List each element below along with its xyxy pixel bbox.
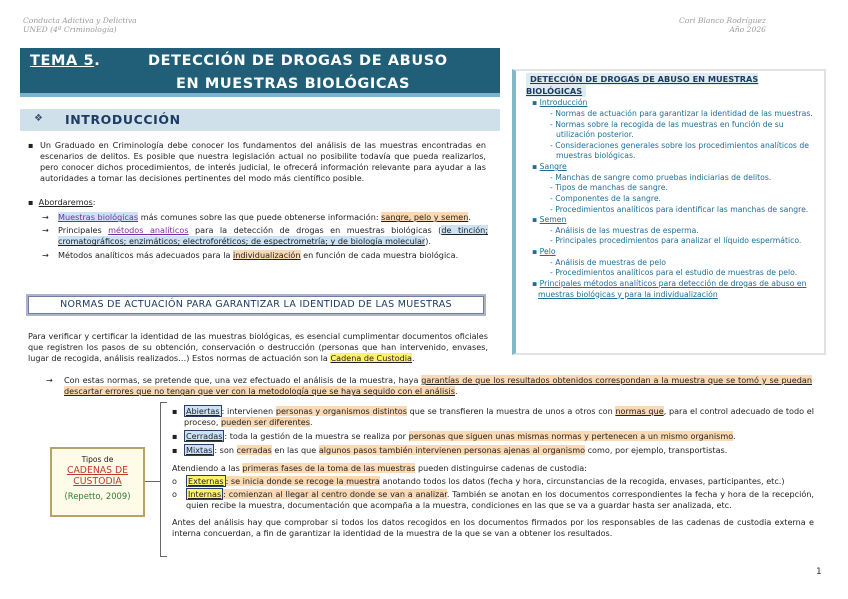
bracket-connector [145,481,161,482]
bullet-icon: ▪ [28,140,34,150]
arrow-icon: → [46,375,53,385]
title-band [20,48,500,97]
header-author: Cori Blanco Rodríguez [679,16,766,25]
arrow-icon: → [42,225,49,236]
tipos-line2: CADENAS DE [66,465,129,477]
custodia-abiertas: ▪ Abiertas : intervienen personas y organismos distintos que se transfieren la muestra de unos a otros con normas que, para el control adecuado de todo el proceso, pueden ser diferentes. [172,406,814,428]
toc-item[interactable]: - Análisis de las muestras de esperma. [550,225,699,235]
abordaremos-item-2: → Principales métodos analíticos para la detección de drogas en muestras biológicas (de tinción; cromatográficos; enzimáticos; electroforéticos; de espectrometría; y de biología molecular). [42,225,488,247]
toc-item[interactable]: - Componentes de la sangre. [550,193,662,203]
custodia-fases: Atendiendo a las primeras fases de la toma de las muestras pueden distinguirse cadenas de custodia: [172,462,587,473]
toc-title: DETECCIÓN DE DROGAS DE ABUSO EN MUESTRAS BIOLÓGICAS [526,74,759,96]
bullet-icon: ▪ [28,197,34,207]
header-year: Año 2026 [729,25,766,35]
custodia-block [172,406,814,540]
circle-bullet-icon: o [172,475,177,486]
toc-section-semen[interactable]: ▪ Semen [532,215,567,225]
tema-label: TEMA 5. [30,53,101,69]
toc-section-pelo[interactable]: ▪ Pelo [532,247,556,256]
arrow-icon: → [42,249,49,260]
toc-item[interactable]: - Manchas de sangre como pruebas indiciarias de delitos. [550,172,772,182]
toc-item[interactable]: - Tipos de manchas de sangre. [550,183,668,193]
bullet-icon: ▪ [172,406,178,416]
circle-bullet-icon: o [172,488,177,499]
header-right [679,16,766,35]
tipos-ref: (Repetto, 2009) [64,490,131,501]
custodia-internas: o Internas : comienzan al llegar al centro donde se van a analizar. También se anotan en los documentos correspondientes la fecha y hora de la recepción, quien recibe la muestra, documentación que acompaña a la muestra, condiciones en las que se va a guardar hasta ser analizada, etc. [172,488,814,511]
intro-heading: INTRODUCCIÓN [65,112,181,127]
toc-item[interactable]: - Normas sobre la recogida de las muestras en función de su utilización posterior. [550,119,784,140]
diamond-bullet-icon: ❖ [34,113,44,124]
title-line2: EN MUESTRAS BIOLÓGICAS [176,76,411,92]
abordaremos-item-1: → Muestras biológicas más comunes sobre las que puede obtenerse información: sangre, pelo y semen. [42,212,471,223]
bullet-icon: ▪ [172,445,178,456]
intro-text: Un Graduado en Criminología debe conocer los fundamentos del análisis de las muestras encontradas en escenarios de delitos. Es posible que nuestra legislación actual no posibilite todavía que pueda realizarlos, pero conocer dichos procedimientos, de interés judicial, le ofrecerá información relevante para ayudar a las autoridades a tomar las decisiones pertinentes del modo más científico posible. [40,140,486,184]
toc-item[interactable]: - Consideraciones generales sobre los procedimientos analíticos de muestras biológicas. [550,140,809,161]
normas-heading: NORMAS DE ACTUACIÓN PARA GARANTIZAR LA IDENTIDAD DE LAS MUESTRAS [60,299,452,310]
normas-arrow-text: → Con estas normas, se pretende que, una vez efectuado el análisis de la muestra, haya garantías de que los resultados obtenidos correspondan a la muestra que se tomó y se puedan descartar errores que no tengan que ver con la metodología que se haya seguido con el análisis. [46,375,812,397]
header-university: UNED (4º Criminología) [23,25,117,35]
header-left [23,16,137,35]
toc-item[interactable]: - Procedimientos analíticos para identificar las manchas de sangre. [550,204,809,214]
tipos-line1: Tipos de [81,455,114,464]
normas-heading-box [26,294,486,316]
table-of-contents [512,69,826,355]
toc-item[interactable]: - Normas de actuación para garantizar la identidad de las muestras. [550,108,813,118]
toc-item[interactable]: - Análisis de muestras de pelo [550,257,666,267]
bracket-divider [160,402,167,557]
toc-item[interactable]: - Procedimientos analíticos para el estudio de muestras de pelo. [550,268,798,278]
intro-paragraph [28,140,486,185]
custodia-externas: o Externas : se inicia donde se recoge la muestra anotando todos los datos (fecha y hora, circunstancias de la recogida, envases, participantes, etc.) [172,475,785,486]
toc-section-metodos[interactable]: ▪ Principales métodos analíticos para detección de drogas de abuso en muestras biológicas y para la individualización [532,278,807,299]
toc-section-sangre[interactable]: ▪ Sangre [532,162,567,171]
normas-paragraph: Para verificar y certificar la identidad de las muestras biológicas, es esencial cumplimentar documentos oficiales que registren los pasos de su obtención, conservación o destrucción (personas que han intervenido, envases, lugar de recogida, análisis realizados…) Estos normas de actuación son la Cadena de Custodia. [28,331,488,364]
custodia-final: Antes del análisis hay que comprobar si todos los datos recogidos en los documentos firmados por los responsables de las cadenas de custodia externa e interna concuerdan, a fin de garantizar la identidad de la muestra de la que se van a obtener los resultados. [172,517,814,539]
arrow-icon: → [42,212,49,223]
tipos-cadenas-box [50,447,145,517]
abordaremos-item-3: → Métodos analíticos más adecuados para la individualización en función de cada muestra biológica. [42,249,459,260]
abordaremos-block [28,197,488,261]
toc-section-introduccion[interactable]: ▪ Introducción [532,98,588,108]
tipos-line3: CUSTODIA [73,476,122,488]
intro-heading-band [20,109,500,131]
bullet-icon: ▪ [172,431,178,442]
custodia-mixtas: ▪ Mixtas : son cerradas en las que algunos pasos también intervienen personas ajenas al organismo como, por ejemplo, transportistas. [172,445,728,456]
custodia-cerradas: ▪ Cerradas : toda la gestión de la muestra se realiza por personas que siguen unas mismas normas y pertenecen a un mismo organismo. [172,431,736,442]
title-line1: DETECCIÓN DE DROGAS DE ABUSO [148,53,448,69]
abordaremos-label: ▪ Abordaremos: [28,197,96,207]
header-course: Conducta Adictiva y Delictiva [23,16,137,25]
toc-item[interactable]: - Principales procedimientos para analizar el líquido espermático. [550,236,802,246]
page-number: 1 [816,567,822,577]
